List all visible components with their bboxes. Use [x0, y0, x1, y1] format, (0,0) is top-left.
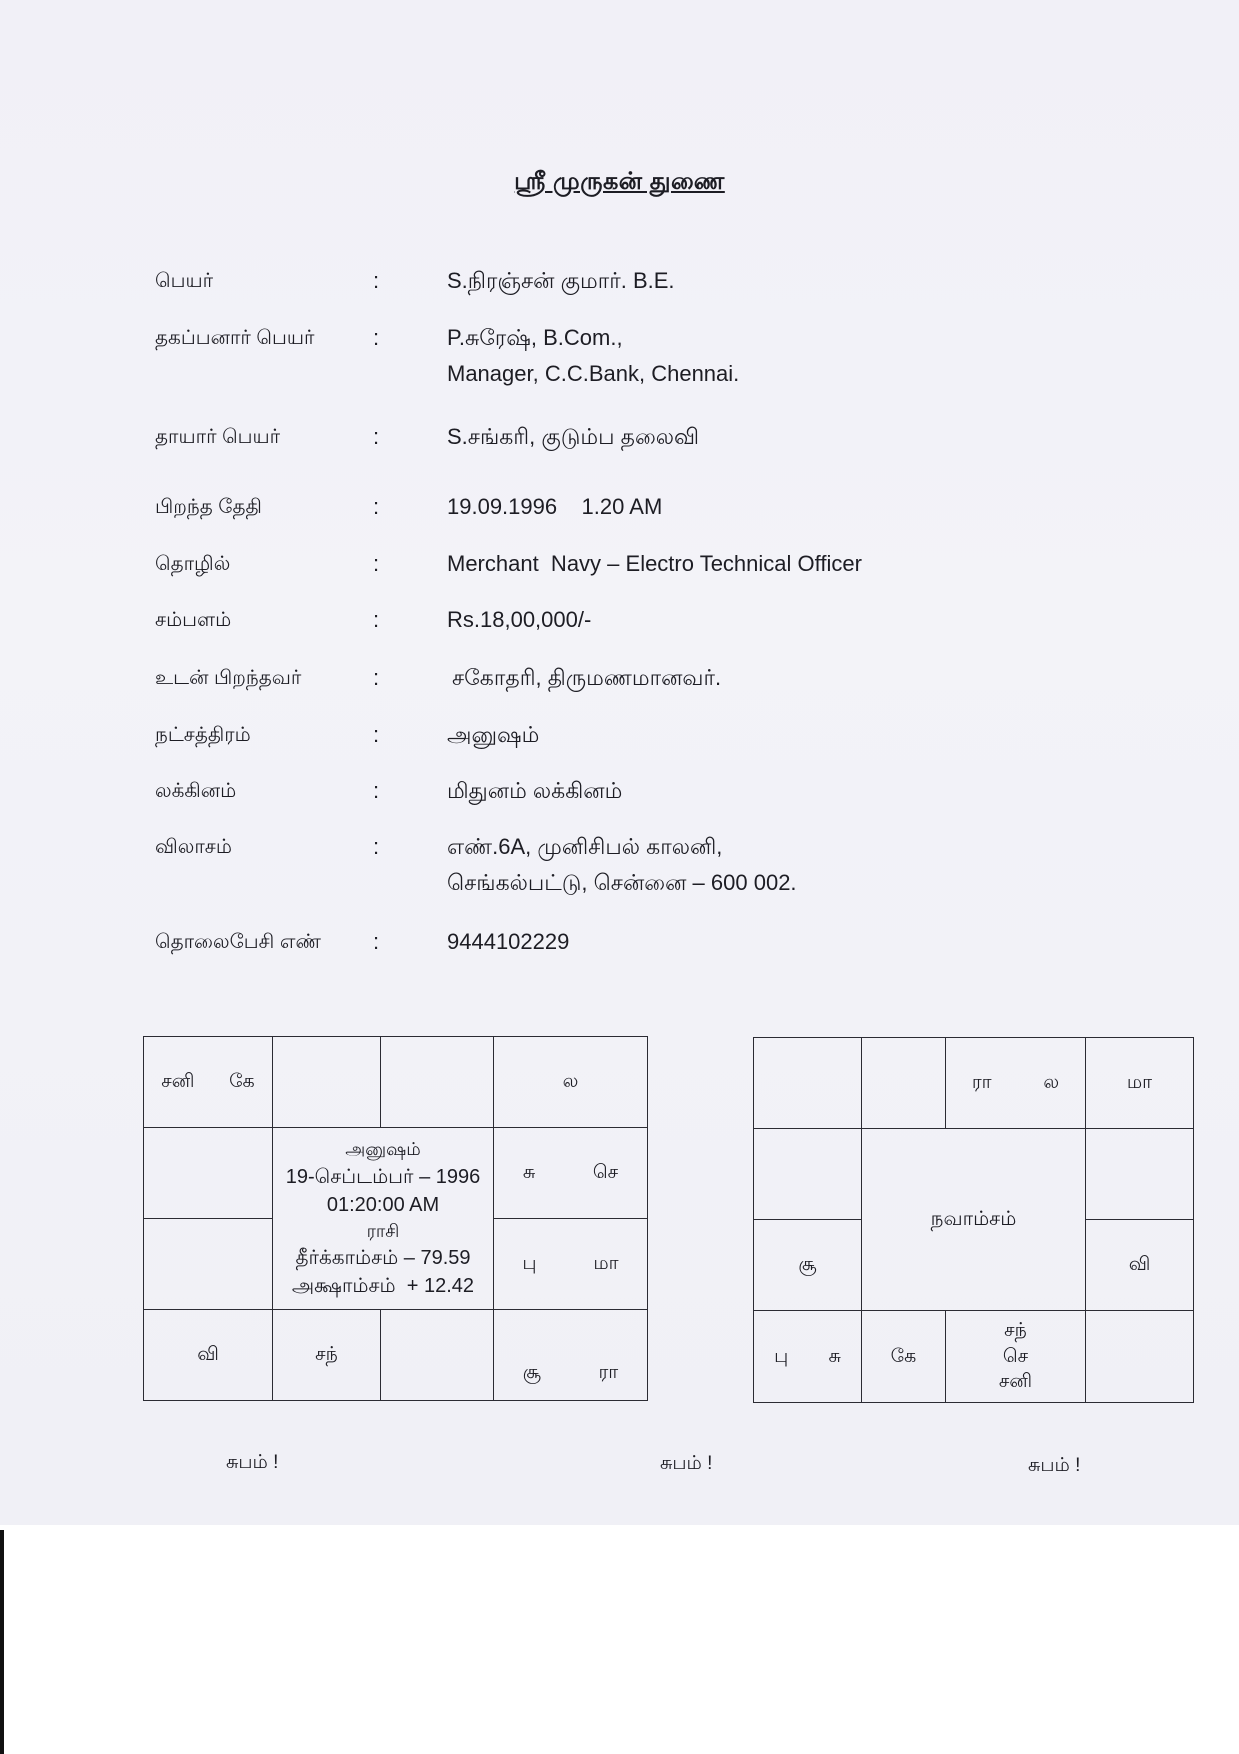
field-colon: : — [373, 607, 380, 632]
field-colon: : — [373, 268, 380, 293]
field-value: 9444102229 — [447, 929, 570, 954]
rasi-house-5: சு செ — [494, 1128, 648, 1219]
field-colon: : — [373, 665, 380, 690]
navamsa-chart — [753, 1037, 1194, 1403]
navamsa-house-4: மா — [1086, 1038, 1194, 1129]
page-title: ஸ்ரீ முருகன் துணை — [514, 168, 725, 195]
field-value: P.சுரேஷ், B.Com., — [447, 325, 623, 350]
field-colon: : — [373, 778, 380, 803]
navamsa-house-2 — [862, 1038, 946, 1129]
rasi-house-6: பு மா — [494, 1219, 648, 1310]
field-value: Rs.18,00,000/- — [447, 607, 592, 632]
navamsa-house-12 — [754, 1129, 862, 1220]
footer-subam: சுபம் ! — [226, 1452, 279, 1473]
navamsa-house-10: பு சு — [754, 1311, 862, 1403]
field-value: சகோதரி, திருமணமானவர். — [452, 665, 722, 690]
rasi-house-4: ல — [494, 1037, 648, 1128]
rasi-house-10: வி — [144, 1310, 273, 1401]
field-colon: : — [373, 929, 380, 954]
field-label: பெயர் — [155, 270, 214, 292]
navamsa-house-5 — [1086, 1129, 1194, 1220]
rasi-house-3 — [381, 1037, 494, 1128]
rasi-chart — [143, 1036, 648, 1401]
field-value: எண்.6A, முனிசிபல் காலனி, — [447, 834, 723, 859]
field-colon: : — [373, 551, 380, 576]
field-colon: : — [373, 494, 380, 519]
field-label: விலாசம் — [155, 836, 232, 858]
navamsa-house-9: கே — [862, 1311, 946, 1403]
footer-subam: சுபம் ! — [660, 1453, 713, 1474]
footer-subam: சுபம் ! — [1028, 1455, 1081, 1476]
field-label: சம்பளம் — [155, 609, 232, 631]
field-label: பிறந்த தேதி — [155, 496, 262, 518]
field-value-line2: செங்கல்பட்டு, சென்னை – 600 002. — [447, 870, 797, 895]
rasi-house-7: சூ ரா — [494, 1310, 648, 1401]
field-label: தாயார் பெயர் — [155, 426, 281, 448]
rasi-house-8 — [381, 1310, 494, 1401]
field-label: தொலைபேசி எண் — [155, 931, 321, 953]
field-colon: : — [373, 325, 380, 350]
navamsa-house-11: சூ — [754, 1220, 862, 1311]
navamsa-house-7 — [1086, 1311, 1194, 1403]
field-value-line2: Manager, C.C.Bank, Chennai. — [447, 361, 740, 386]
field-value: 19.09.1996 1.20 AM — [447, 494, 663, 519]
navamsa-house-8: சந் செ சனி — [946, 1311, 1086, 1403]
field-label: உடன் பிறந்தவர் — [155, 667, 302, 689]
field-label: தகப்பனார் பெயர் — [155, 327, 315, 349]
navamsa-house-6: வி — [1086, 1220, 1194, 1311]
field-value: மிதுனம் லக்கினம் — [447, 778, 623, 803]
field-value: அனுஷம் — [447, 722, 540, 747]
field-value: Merchant Navy – Electro Technical Officer — [447, 551, 862, 576]
navamsa-house-1 — [754, 1038, 862, 1129]
rasi-house-9: சந் — [273, 1310, 381, 1401]
field-colon: : — [373, 722, 380, 747]
field-label: லக்கினம் — [155, 780, 237, 802]
rasi-house-11 — [144, 1219, 273, 1310]
field-value: S.நிரஞ்சன் குமார். B.E. — [447, 268, 675, 293]
scan-edge — [0, 1530, 4, 1754]
field-label: தொழில் — [155, 553, 231, 575]
rasi-house-1: சனி கே — [144, 1037, 273, 1128]
field-value: S.சங்கரி, குடும்ப தலைவி — [447, 424, 700, 449]
field-colon: : — [373, 834, 380, 859]
field-colon: : — [373, 424, 380, 449]
navamsa-house-3: ரா ல — [946, 1038, 1086, 1129]
rasi-house-2 — [273, 1037, 381, 1128]
navamsa-center: நவாம்சம் — [862, 1129, 1086, 1311]
field-label: நட்சத்திரம் — [155, 724, 251, 746]
rasi-center: அனுஷம் 19-செப்டம்பர் – 1996 01:20:00 AM ராசி தீர்க்காம்சம் – 79.59 அக்ஷாம்சம் + 12.42 — [273, 1128, 494, 1310]
rasi-house-12 — [144, 1128, 273, 1219]
